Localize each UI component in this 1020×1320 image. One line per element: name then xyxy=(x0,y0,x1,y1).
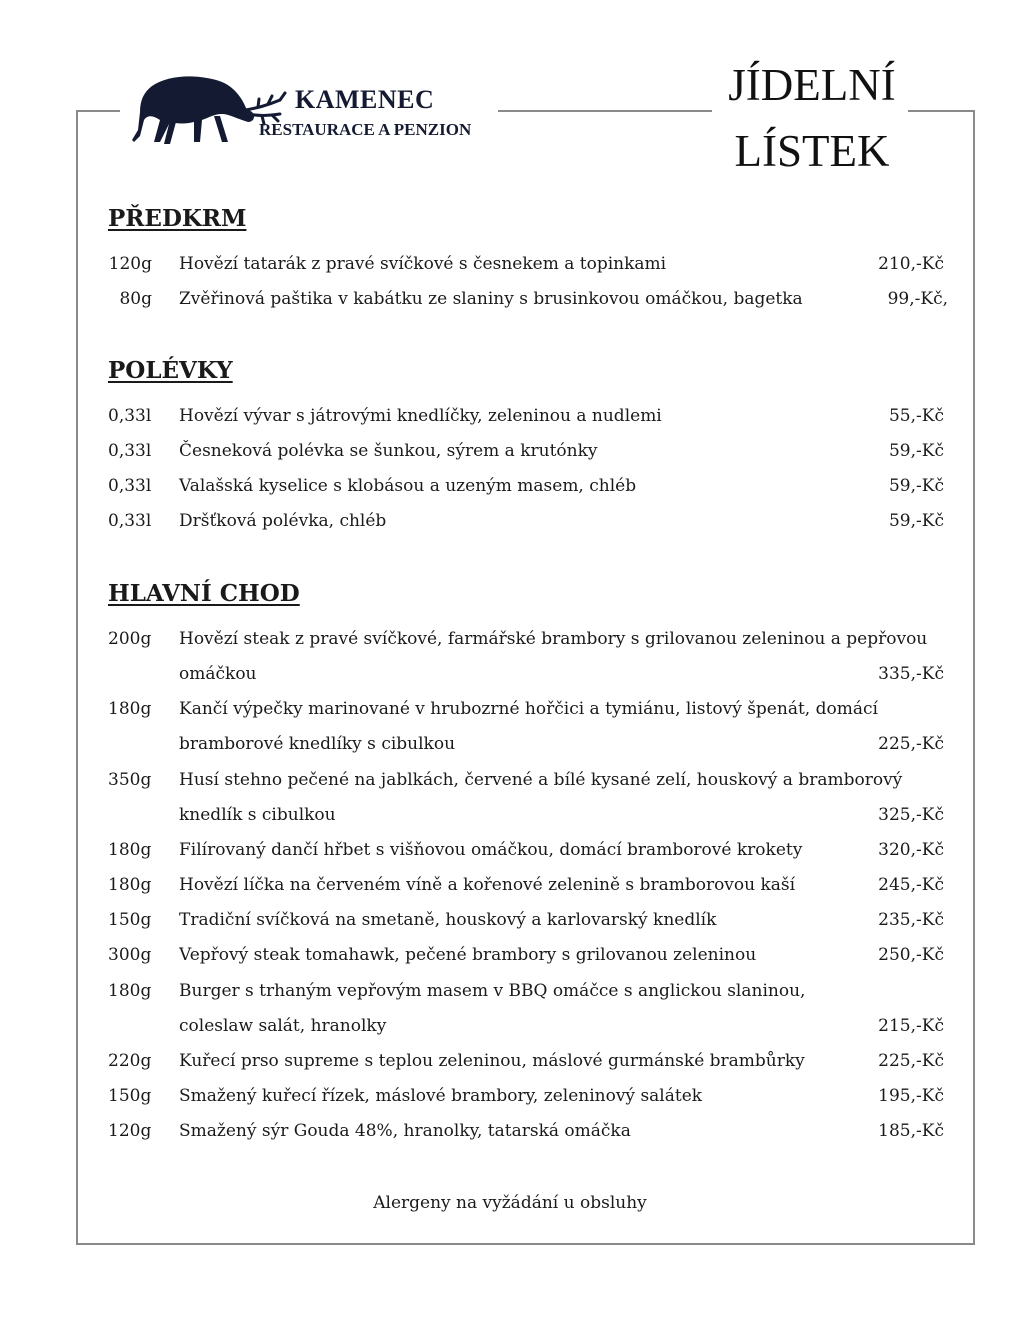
menu-item xyxy=(108,247,948,282)
item-weight: 200g xyxy=(108,629,152,649)
menu-item xyxy=(108,399,948,434)
item-price: 245,-Kč xyxy=(878,875,944,895)
section-heading-polevky: POLÉVKY xyxy=(108,357,233,384)
item-weight: 80g xyxy=(119,289,152,309)
item-price: 59,-Kč xyxy=(888,441,944,461)
menu-item xyxy=(108,903,948,938)
item-weight: 180g xyxy=(108,875,152,895)
menu-item xyxy=(108,504,948,539)
brand-name: KAMENEC xyxy=(295,85,435,114)
item-weight: 180g xyxy=(108,699,152,719)
restaurant-logo xyxy=(130,70,480,150)
item-description: Hovězí líčka na červeném víně a kořenové zelenině s bramborovou kaší xyxy=(179,875,796,895)
item-weight: 150g xyxy=(108,910,152,930)
item-price: 55,-Kč xyxy=(888,406,944,426)
allergen-note: Alergeny na vyžádání u obsluhy xyxy=(373,1193,647,1213)
item-price: 185,-Kč xyxy=(878,1121,944,1141)
item-description-cont: omáčkou xyxy=(179,664,257,684)
item-weight: 300g xyxy=(108,945,152,965)
item-description: Hovězí tatarák z pravé svíčkové s česnekem a topinkami xyxy=(179,254,667,274)
item-price: 335,-Kč xyxy=(878,664,944,684)
item-weight: 120g xyxy=(108,254,152,274)
menu-item xyxy=(108,282,948,317)
item-weight: 150g xyxy=(108,1086,152,1106)
item-description: Kančí výpečky marinované v hrubozrné hořčici a tymiánu, listový špenát, domácí xyxy=(179,699,878,719)
menu-item-continuation xyxy=(108,657,948,692)
item-weight: 180g xyxy=(108,981,152,1001)
item-weight: 120g xyxy=(108,1121,152,1141)
item-description: Hovězí steak z pravé svíčkové, farmářské brambory s grilovanou zeleninou a pepřovou xyxy=(179,629,928,649)
menu-item xyxy=(108,622,948,657)
item-price: 59,-Kč xyxy=(888,476,944,496)
item-price: 320,-Kč xyxy=(878,840,944,860)
menu-item xyxy=(108,974,948,1009)
item-description: Vepřový steak tomahawk, pečené brambory s grilovanou zeleninou xyxy=(179,945,757,965)
menu-item xyxy=(108,868,948,903)
menu-item xyxy=(108,434,948,469)
brand-subtitle: RESTAURACE A PENZION xyxy=(259,120,472,139)
menu-item-continuation xyxy=(108,727,948,762)
item-price: 59,-Kč xyxy=(888,511,944,531)
item-price: 225,-Kč xyxy=(878,1051,944,1071)
item-price: 250,-Kč xyxy=(878,945,944,965)
item-weight: 0,33l xyxy=(108,441,152,461)
item-price: 99,-Kč, xyxy=(887,289,948,309)
item-description: Smažený kuřecí řízek, máslové brambory, zeleninový salátek xyxy=(179,1086,703,1106)
menu-item xyxy=(108,763,948,798)
menu-item xyxy=(108,833,948,868)
item-price: 195,-Kč xyxy=(878,1086,944,1106)
item-weight: 0,33l xyxy=(108,476,152,496)
item-weight: 0,33l xyxy=(108,511,152,531)
title-line-2: LÍSTEK xyxy=(734,126,890,176)
item-description: Smažený sýr Gouda 48%, hranolky, tatarská omáčka xyxy=(179,1121,631,1141)
item-weight: 350g xyxy=(108,770,152,790)
item-description-cont: bramborové knedlíky s cibulkou xyxy=(179,734,456,754)
item-description: Dršťková polévka, chléb xyxy=(179,511,387,531)
item-description: Filírovaný dančí hřbet s višňovou omáčkou, domácí bramborové krokety xyxy=(179,840,803,860)
item-weight: 180g xyxy=(108,840,152,860)
item-description: Tradiční svíčková na smetaně, houskový a karlovarský knedlík xyxy=(179,910,717,930)
item-description-cont: knedlík s cibulkou xyxy=(179,805,336,825)
item-price: 215,-Kč xyxy=(878,1016,944,1036)
section-heading-hlavni-chod: HLAVNÍ CHOD xyxy=(108,580,300,607)
item-weight: 0,33l xyxy=(108,406,152,426)
item-description: Česneková polévka se šunkou, sýrem a krutónky xyxy=(179,441,598,461)
item-price: 235,-Kč xyxy=(878,910,944,930)
item-description: Husí stehno pečené na jablkách, červené a bílé kysané zelí, houskový a bramborový xyxy=(179,770,903,790)
item-price: 210,-Kč xyxy=(878,254,944,274)
item-price: 325,-Kč xyxy=(878,805,944,825)
menu-item xyxy=(108,692,948,727)
item-description-cont: coleslaw salát, hranolky xyxy=(179,1016,387,1036)
item-description: Burger s trhaným vepřovým masem v BBQ omáčce s anglickou slaninou, xyxy=(179,981,806,1001)
menu-item xyxy=(108,1114,948,1149)
menu-item xyxy=(108,1044,948,1079)
section-heading-predkrm: PŘEDKRM xyxy=(108,205,247,232)
item-description: Kuřecí prso supreme s teplou zeleninou, máslové gurmánské brambůrky xyxy=(179,1051,805,1071)
item-description: Valašská kyselice s klobásou a uzeným masem, chléb xyxy=(179,476,637,496)
item-description: Hovězí vývar s játrovými knedlíčky, zeleninou a nudlemi xyxy=(179,406,662,426)
item-weight: 220g xyxy=(108,1051,152,1071)
item-price: 225,-Kč xyxy=(878,734,944,754)
menu-item xyxy=(108,938,948,973)
item-description: Zvěřinová paštika v kabátku ze slaniny s brusinkovou omáčkou, bagetka xyxy=(179,289,803,309)
title-line-1: JÍDELNÍ xyxy=(728,60,896,110)
menu-item-continuation xyxy=(108,1009,948,1044)
menu-item-continuation xyxy=(108,798,948,833)
page-title xyxy=(712,52,912,184)
menu-item xyxy=(108,1079,948,1114)
menu-item xyxy=(108,469,948,504)
